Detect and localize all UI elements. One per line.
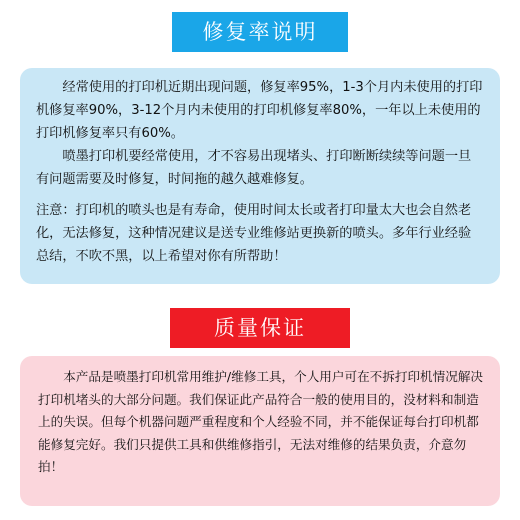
repair-rate-title: 修复率说明 [172,12,348,52]
quality-guarantee-paragraph: 本产品是喷墨打印机常用维护/维修工具，个人用户可在不拆打印机情况解决打印机堵头的大部分问题。我们保证此产品符合一般的使用目的，没材料和制造上的失误。但每个机器问题严重程度和个人经验不同，并不能保证每台打印机都能修复完好。我们只提供工具和供维修指引，无法对维修的结果负责，介意勿拍！ [38,369,484,474]
quality-guarantee-panel [20,356,500,506]
printhead-note: 注意：打印机的喷头也是有寿命，使用时间太长或者打印量太大也会自然老化，无法修复，这种情况建议是送专业维修站更换新的喷头。多年行业经验总结，不吹不黑，以上希望对你有所帮助！ [36,203,472,264]
repair-rate-panel [20,68,500,284]
quality-guarantee-title: 质量保证 [170,308,350,348]
repair-rate-paragraph: 经常使用的打印机近期出现问题，修复率95%，1-3个月内未使用的打印机修复率90%，3-12个月内未使用的打印机修复率80%，一年以上未使用的打印机修复率只有60%。 [36,80,483,141]
usage-advice-paragraph: 喷墨打印机要经常使用，才不容易出现堵头、打印断断续续等问题一旦有问题需要及时修复，时间拖的越久越难修复。 [36,149,472,187]
